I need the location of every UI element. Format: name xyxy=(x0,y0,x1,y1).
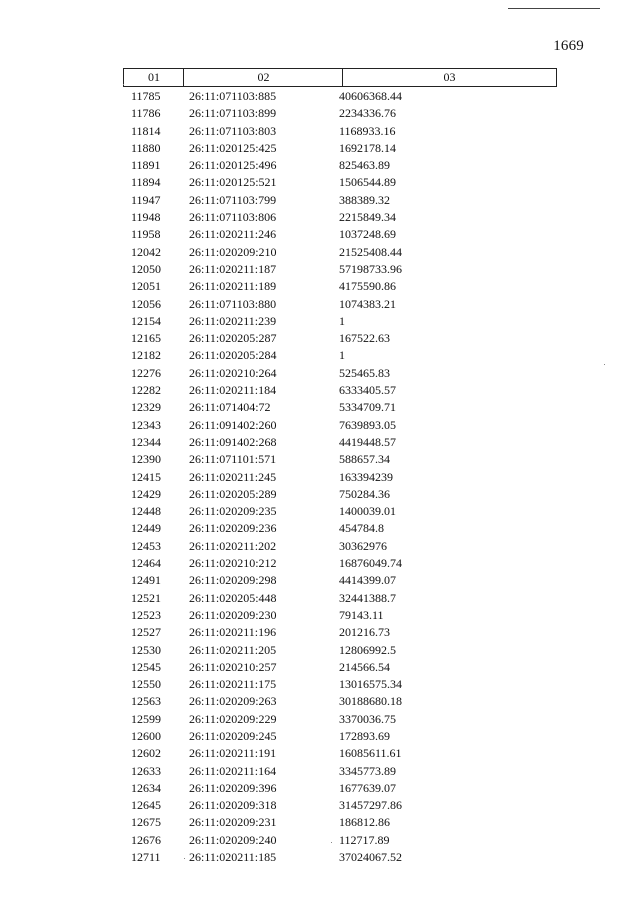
cell-02: 26:11:020211:185 xyxy=(189,850,277,865)
table-row xyxy=(0,157,640,174)
cell-02: 26:11:071103:799 xyxy=(189,192,277,207)
cell-03: 167522.63 xyxy=(339,331,390,346)
scan-speck xyxy=(604,364,605,365)
cell-03: 1 xyxy=(339,348,345,363)
cell-02: 26:11:020209:396 xyxy=(189,780,277,795)
cell-03: 1037248.69 xyxy=(339,227,396,242)
table-header xyxy=(123,68,557,87)
cell-02: 26:11:020211:202 xyxy=(189,538,277,553)
table-row xyxy=(0,417,640,434)
cell-02: 26:11:071404:72 xyxy=(189,400,271,415)
cell-01: 12491 xyxy=(131,573,161,588)
table-row xyxy=(0,399,640,416)
cell-03: 1400039.01 xyxy=(339,504,396,519)
cell-02: 26:11:020211:205 xyxy=(189,642,277,657)
cell-01: 12545 xyxy=(131,659,161,674)
cell-02: 26:11:020211:187 xyxy=(189,261,277,276)
cell-02: 26:11:020209:236 xyxy=(189,521,277,536)
column-header-03: 03 xyxy=(443,70,456,84)
scan-speck xyxy=(331,842,332,843)
cell-02: 26:11:020211:245 xyxy=(189,469,277,484)
cell-02: 26:11:020205:284 xyxy=(189,348,277,363)
table-row xyxy=(0,503,640,520)
table-row xyxy=(0,278,640,295)
table-row xyxy=(0,520,640,537)
table-row xyxy=(0,486,640,503)
cell-02: 26:11:020125:521 xyxy=(189,175,277,190)
cell-01: 12449 xyxy=(131,521,161,536)
cell-01: 11891 xyxy=(131,158,161,173)
cell-03: 525465.83 xyxy=(339,365,390,380)
table-row xyxy=(0,659,640,676)
cell-01: 11814 xyxy=(131,123,161,138)
table-row xyxy=(0,814,640,831)
page-number: 1669 xyxy=(553,38,584,54)
table-row xyxy=(0,244,640,261)
cell-01: 12154 xyxy=(131,313,161,328)
cell-03: 1168933.16 xyxy=(339,123,396,138)
table-row xyxy=(0,832,640,849)
cell-03: 16085611.61 xyxy=(339,746,402,761)
cell-03: 6333405.57 xyxy=(339,383,396,398)
cell-02: 26:11:071103:880 xyxy=(189,296,277,311)
table-row xyxy=(0,849,640,866)
cell-03: 4175590.86 xyxy=(339,279,396,294)
cell-01: 12182 xyxy=(131,348,161,363)
table-row xyxy=(0,226,640,243)
cell-03: 172893.69 xyxy=(339,728,390,743)
cell-01: 12521 xyxy=(131,590,161,605)
table-row xyxy=(0,313,640,330)
cell-03: 1692178.14 xyxy=(339,140,396,155)
cell-01: 11785 xyxy=(131,89,161,103)
table-row xyxy=(0,572,640,589)
cell-02: 26:11:020211:196 xyxy=(189,625,277,640)
cell-01: 11948 xyxy=(131,210,161,225)
cell-01: 12329 xyxy=(131,400,161,415)
cell-01: 11958 xyxy=(131,227,161,242)
table-row xyxy=(0,780,640,797)
cell-02: 26:11:020210:212 xyxy=(189,556,277,571)
cell-03: 186812.86 xyxy=(339,815,390,830)
table-row xyxy=(0,538,640,555)
cell-03: 21525408.44 xyxy=(339,244,402,259)
cell-03: 588657.34 xyxy=(339,452,390,467)
cell-01: 12042 xyxy=(131,244,161,259)
cell-02: 26:11:020125:496 xyxy=(189,158,277,173)
cell-02: 26:11:020209:318 xyxy=(189,798,277,813)
table-row xyxy=(0,607,640,624)
table-row xyxy=(0,693,640,710)
cell-03: 32441388.7 xyxy=(339,590,396,605)
cell-03: 13016575.34 xyxy=(339,677,402,692)
cell-02: 26:11:020205:289 xyxy=(189,486,277,501)
table-row xyxy=(0,382,640,399)
cell-02: 26:11:020209:245 xyxy=(189,728,277,743)
table-row xyxy=(0,642,640,659)
cell-02: 26:11:020211:191 xyxy=(189,746,277,761)
cell-02: 26:11:020211:246 xyxy=(189,227,277,242)
cell-01: 11894 xyxy=(131,175,161,190)
table-row xyxy=(0,745,640,762)
cell-02: 26:11:020209:235 xyxy=(189,504,277,519)
cell-01: 12600 xyxy=(131,728,161,743)
cell-02: 26:11:020209:231 xyxy=(189,815,277,830)
cell-03: 2215849.34 xyxy=(339,210,396,225)
cell-03: 31457297.86 xyxy=(339,798,402,813)
table-row xyxy=(0,330,640,347)
cell-01: 12523 xyxy=(131,607,161,622)
cell-01: 12415 xyxy=(131,469,161,484)
cell-03: 30188680.18 xyxy=(339,694,402,709)
cell-03: 1074383.21 xyxy=(339,296,396,311)
cell-03: 5334709.71 xyxy=(339,400,396,415)
cell-02: 26:11:091402:260 xyxy=(189,417,277,432)
cell-03: 825463.89 xyxy=(339,158,390,173)
table-row xyxy=(0,797,640,814)
cell-02: 26:11:020211:164 xyxy=(189,763,277,778)
cell-02: 26:11:020209:229 xyxy=(189,711,277,726)
cell-01: 12550 xyxy=(131,677,161,692)
cell-01: 12530 xyxy=(131,642,161,657)
table-row xyxy=(0,261,640,278)
cell-02: 26:11:071103:806 xyxy=(189,210,277,225)
cell-03: 57198733.96 xyxy=(339,261,402,276)
cell-02: 26:11:020211:239 xyxy=(189,313,277,328)
table-row xyxy=(0,365,640,382)
cell-01: 12464 xyxy=(131,556,161,571)
cell-01: 12676 xyxy=(131,832,161,847)
table-row xyxy=(0,140,640,157)
cell-01: 12634 xyxy=(131,780,161,795)
table-row xyxy=(0,451,640,468)
cell-02: 26:11:020209:230 xyxy=(189,607,277,622)
cell-02: 26:11:020210:257 xyxy=(189,659,277,674)
table-body xyxy=(0,88,640,866)
cell-01: 12675 xyxy=(131,815,161,830)
cell-03: 40606368.44 xyxy=(339,89,402,103)
table-row xyxy=(0,123,640,140)
table-row xyxy=(0,624,640,641)
table-row xyxy=(0,296,640,313)
top-rule xyxy=(508,8,600,9)
cell-02: 26:11:020205:448 xyxy=(189,590,277,605)
column-header-02: 02 xyxy=(257,70,270,84)
cell-03: 201216.73 xyxy=(339,625,390,640)
cell-03: 79143.11 xyxy=(339,607,384,622)
cell-02: 26:11:091402:268 xyxy=(189,434,277,449)
cell-03: 750284.36 xyxy=(339,486,390,501)
cell-03: 1506544.89 xyxy=(339,175,396,190)
cell-01: 12453 xyxy=(131,538,161,553)
cell-02: 26:11:020209:240 xyxy=(189,832,277,847)
cell-01: 12343 xyxy=(131,417,161,432)
cell-03: 112717.89 xyxy=(339,832,390,847)
cell-02: 26:11:020205:287 xyxy=(189,331,277,346)
scan-speck xyxy=(123,84,124,85)
cell-03: 1 xyxy=(339,313,345,328)
cell-01: 12390 xyxy=(131,452,161,467)
cell-03: 37024067.52 xyxy=(339,850,402,865)
cell-01: 12276 xyxy=(131,365,161,380)
cell-02: 26:11:071103:899 xyxy=(189,106,277,121)
cell-01: 12527 xyxy=(131,625,161,640)
cell-02: 26:11:020211:184 xyxy=(189,383,277,398)
table-row xyxy=(0,192,640,209)
cell-01: 12282 xyxy=(131,383,161,398)
table-row xyxy=(0,88,640,105)
cell-03: 30362976 xyxy=(339,538,387,553)
cell-01: 12599 xyxy=(131,711,161,726)
cell-03: 16876049.74 xyxy=(339,556,402,571)
cell-01: 12645 xyxy=(131,798,161,813)
cell-03: 163394239 xyxy=(339,469,393,484)
table-row xyxy=(0,676,640,693)
cell-03: 4414399.07 xyxy=(339,573,396,588)
cell-01: 12165 xyxy=(131,331,161,346)
cell-03: 214566.54 xyxy=(339,659,390,674)
table-row xyxy=(0,347,640,364)
cell-02: 26:11:020209:263 xyxy=(189,694,277,709)
cell-02: 26:11:020209:298 xyxy=(189,573,277,588)
cell-02: 26:11:020125:425 xyxy=(189,140,277,155)
table-row xyxy=(0,590,640,607)
cell-01: 11947 xyxy=(131,192,161,207)
table-row xyxy=(0,105,640,122)
column-header-01: 01 xyxy=(148,70,160,84)
table-row xyxy=(0,434,640,451)
table-row xyxy=(0,209,640,226)
cell-03: 454784.8 xyxy=(339,521,384,536)
cell-01: 12429 xyxy=(131,486,161,501)
cell-01: 12051 xyxy=(131,279,161,294)
cell-03: 4419448.57 xyxy=(339,434,396,449)
table-row xyxy=(0,763,640,780)
cell-01: 11880 xyxy=(131,140,161,155)
cell-01: 12056 xyxy=(131,296,161,311)
cell-01: 12344 xyxy=(131,434,161,449)
cell-01: 12711 xyxy=(131,850,161,865)
cell-01: 12633 xyxy=(131,763,161,778)
cell-03: 2234336.76 xyxy=(339,106,396,121)
cell-01: 11786 xyxy=(131,106,161,121)
cell-02: 26:11:020210:264 xyxy=(189,365,277,380)
cell-02: 26:11:071103:885 xyxy=(189,89,277,103)
cell-03: 12806992.5 xyxy=(339,642,396,657)
cell-03: 388389.32 xyxy=(339,192,390,207)
cell-02: 26:11:020211:175 xyxy=(189,677,277,692)
table-row xyxy=(0,728,640,745)
cell-03: 7639893.05 xyxy=(339,417,396,432)
cell-01: 12602 xyxy=(131,746,161,761)
cell-01: 12050 xyxy=(131,261,161,276)
cell-01: 12563 xyxy=(131,694,161,709)
cell-02: 26:11:020211:189 xyxy=(189,279,277,294)
cell-03: 3345773.89 xyxy=(339,763,396,778)
cell-02: 26:11:071101:571 xyxy=(189,452,277,467)
table-row xyxy=(0,555,640,572)
cell-02: 26:11:020209:210 xyxy=(189,244,277,259)
scan-speck xyxy=(184,858,185,859)
cell-03: 3370036.75 xyxy=(339,711,396,726)
table-row xyxy=(0,174,640,191)
table-row xyxy=(0,469,640,486)
cell-02: 26:11:071103:803 xyxy=(189,123,277,138)
cell-01: 12448 xyxy=(131,504,161,519)
cell-03: 1677639.07 xyxy=(339,780,396,795)
table-row xyxy=(0,711,640,728)
